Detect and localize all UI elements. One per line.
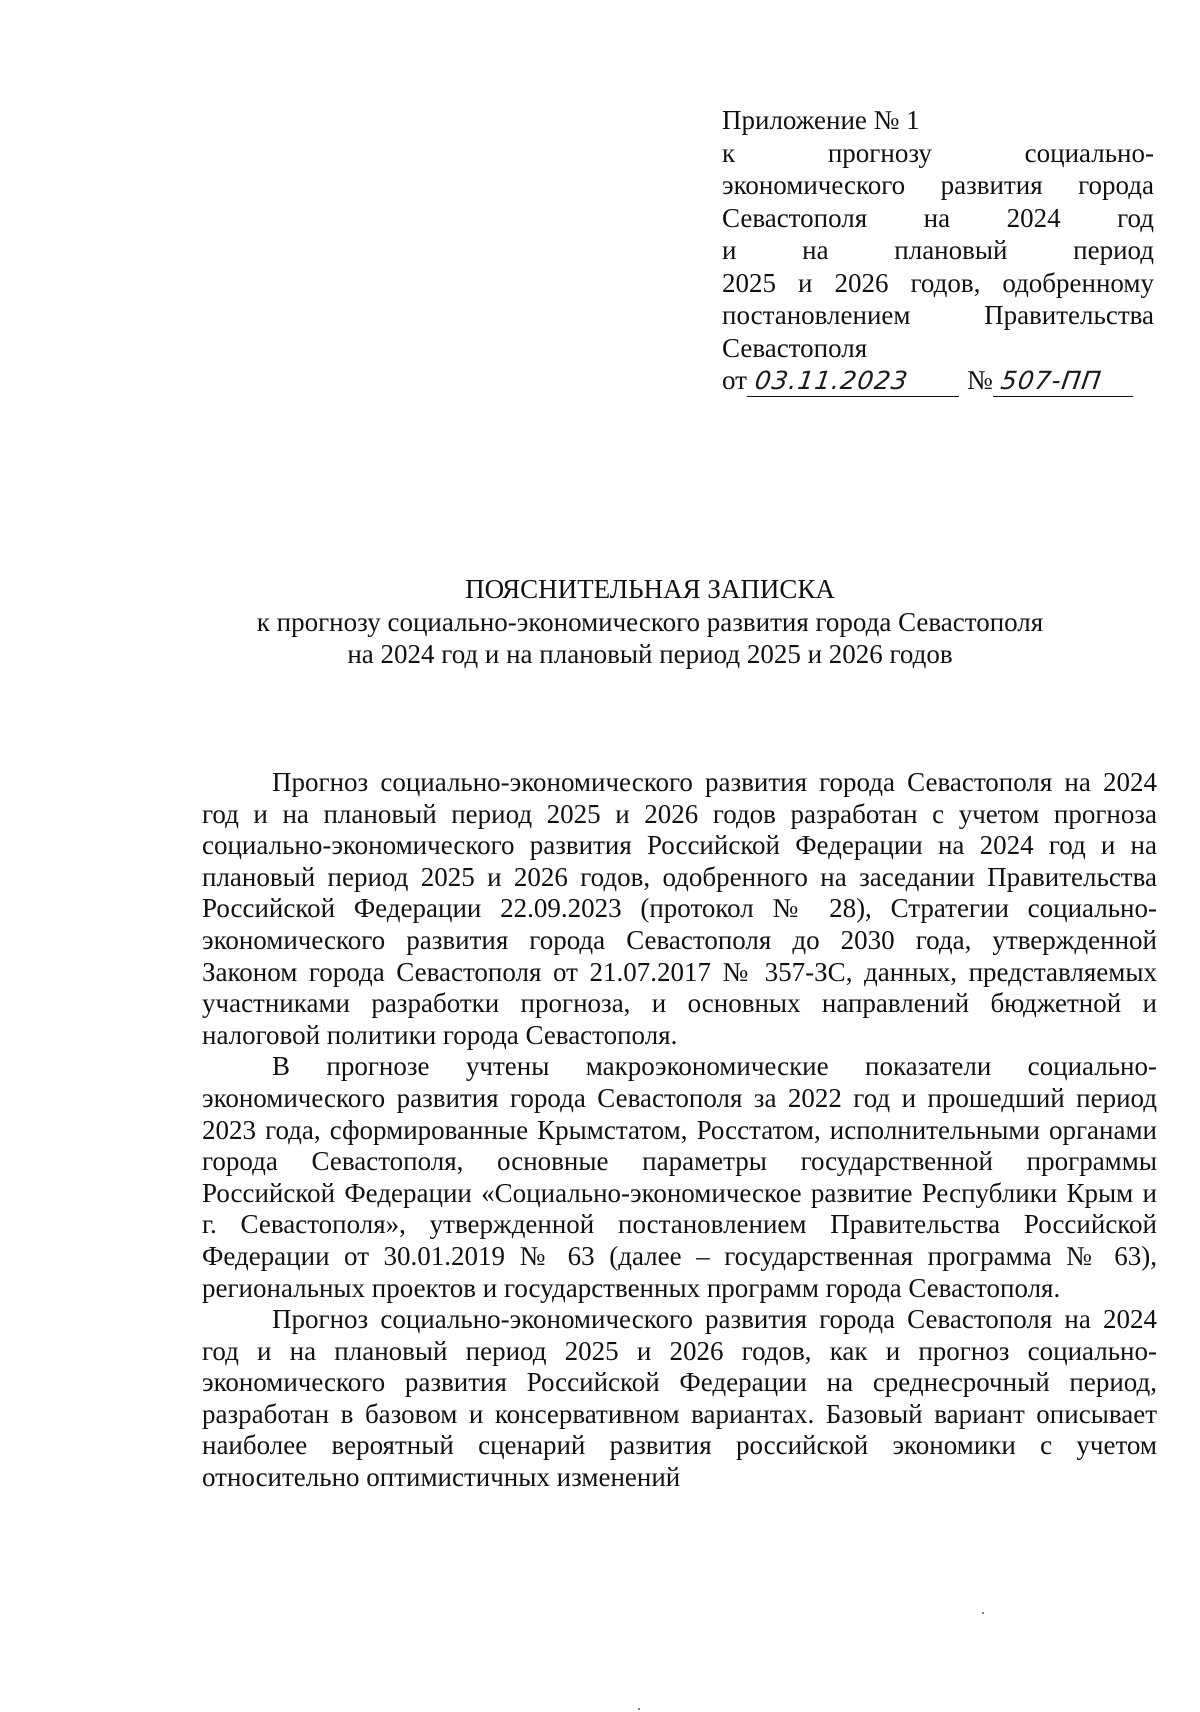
paragraph-3: Прогноз социально-экономического развития города Севастополя на 2024 год и на плановый период 2025 и 2026 годов, как и прогноз социально-экономического развития Российской Федерации на среднесрочный период, разработан в базовом и консервативном вариантах. Базовый вариант описывает наиболее вероятный сценарий развития российской экономики с учетом относительно оптимистичных изменений <box>202 1304 1157 1493</box>
handwritten-date: 03.11.2023 <box>753 366 911 395</box>
appendix-line-3: экономического развития города <box>722 170 1154 200</box>
appendix-date-number-line <box>722 364 1154 397</box>
paragraph-1: Прогноз социально-экономического развития города Севастополя на 2024 год и на плановый период 2025 и 2026 годов разработан с учетом прогноза социально-экономического развития Российской Федерации на 2024 год и на плановый период 2025 и 2026 годов, одобренного на заседании Правительства Российской Федерации 22.09.2023 (протокол № 28), Стратегии социально-экономического развития города Севастополя до 2030 года, утвержденной Законом города Севастополя от 21.07.2017 № 357-ЗС, данных, представляемых участниками разработки прогноза, и основных направлений бюджетной и налоговой политики города Севастополя. <box>202 767 1157 1050</box>
appendix-line-4: Севастополя на 2024 год <box>722 202 1154 233</box>
appendix-line-1: Приложение № 1 <box>722 105 920 135</box>
appendix-line-5: и на плановый период <box>722 235 1154 265</box>
document-title <box>150 573 1150 671</box>
appendix-line-7: постановлением Правительства <box>722 300 1154 330</box>
number-prefix: № <box>966 365 993 395</box>
appendix-line-6: 2025 и 2026 годов, одобренному <box>722 267 1154 298</box>
appendix-line-2: к прогнозу социально- <box>722 137 1154 168</box>
handwritten-number: 507-ПП <box>998 366 1104 395</box>
document-body <box>202 767 1157 1494</box>
date-prefix: от <box>722 365 747 395</box>
title-line-3: на 2024 год и на плановый период 2025 и 2026 годов <box>347 639 953 669</box>
paragraph-2: В прогнозе учтены макроэкономические показатели социально-экономического развития города Севастополя за 2022 год и прошедший период 2023 года, сформированные Крымстатом, Росстатом, исполнительными органами города Севастополя, основные параметры государственной программы Российской Федерации «Социально-экономическое развитие Республики Крым и г. Севастополя», утвержденной постановлением Правительства Российской Федерации от 30.01.2019 № 63 (далее – государственная программа № 63), региональных проектов и государственных программ города Севастополя. <box>202 1051 1157 1303</box>
title-line-1: ПОЯСНИТЕЛЬНАЯ ЗАПИСКА <box>465 574 835 604</box>
scan-speck <box>982 1612 984 1614</box>
date-field <box>747 366 959 397</box>
title-line-2: к прогнозу социально-экономического развития города Севастополя <box>256 606 1044 637</box>
number-field <box>993 366 1133 397</box>
appendix-line-8: Севастополя <box>722 332 868 363</box>
appendix-header <box>722 104 1154 397</box>
scan-speck <box>638 1708 640 1710</box>
